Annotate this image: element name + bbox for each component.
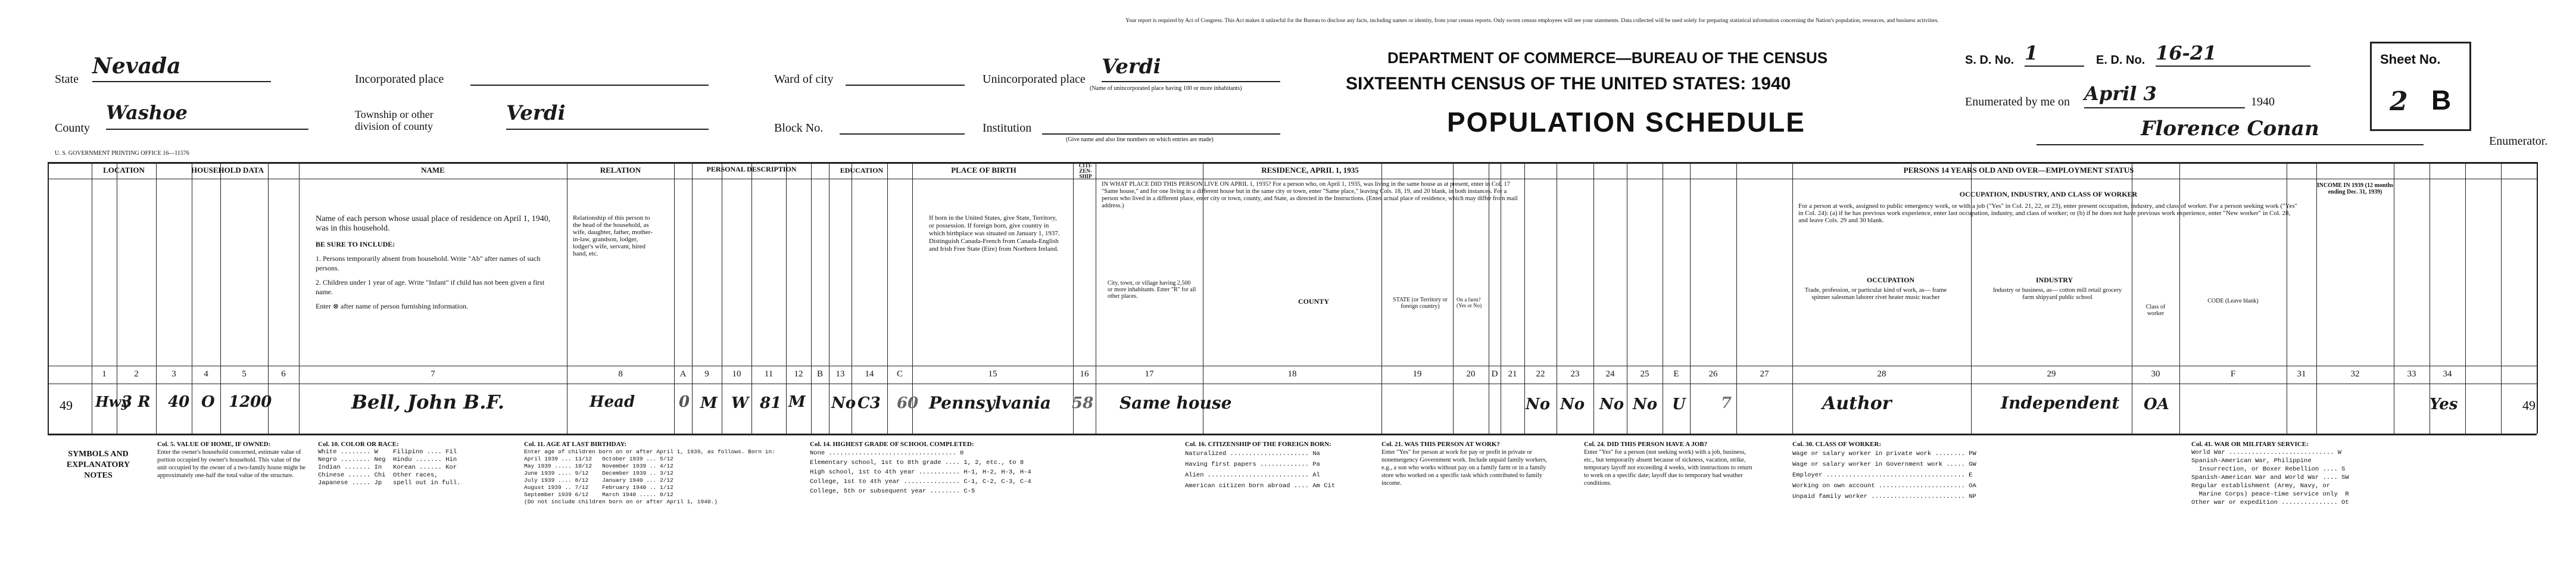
footer-col41	[2191, 441, 2465, 507]
institution-field[interactable]	[1042, 113, 1280, 135]
column-number: 23	[1570, 369, 1580, 379]
section-personal: PERSONAL DESCRIPTION	[706, 166, 797, 173]
column-number: 22	[1536, 369, 1545, 379]
entry-col24[interactable]: No	[1633, 395, 1658, 413]
section-education: EDUCATION	[840, 167, 884, 174]
entry-residence-1935[interactable]: Same house	[1119, 393, 1232, 413]
footer-col16-title: Col. 16. CITIZENSHIP OF THE FOREIGN BORN:	[1185, 441, 1331, 448]
line-number-left: 49	[60, 398, 73, 413]
ward-field[interactable]	[846, 64, 965, 86]
name-instructions-main: Name of each person whose usual place of residence on April 1, 1940, was in this household.	[316, 214, 551, 233]
industry-examples: Industry or business, as— cotton mill retail grocery farm shipyard public school	[1992, 287, 2122, 301]
column-number: 5	[242, 369, 247, 379]
column-divider	[887, 162, 888, 434]
column-divider	[2537, 162, 2538, 434]
footer-col14-text: None .................................. 0 Elementary school, 1st to 8th grade .... 1, 2, etc., to 8 High school, 1st to 4th year ........... H-1, H-2, H-3, H-4 College, 1st to 4th year ............... C-1, C-2, C-3, C-4 College, 5th or subsequent year ........ C-5	[810, 450, 1031, 495]
column-divider	[2501, 162, 2502, 434]
column-number: 2	[134, 369, 139, 379]
column-number: 13	[835, 369, 845, 379]
column-divider	[751, 162, 752, 434]
footer-col41-text: World War ............................ W Spanish-American War, Philippine Insurrection, or Boxer Rebellion .... S Spanish-American War and World War .... SW Regular establishment (Army, Navy, or Marine Corps) peace-time service only R Other war or expedition ............... Ot	[2191, 449, 2349, 506]
column-number: 17	[1144, 369, 1154, 379]
enumerator-name[interactable]: Florence Conan	[2037, 117, 2424, 145]
footer-col5-title: Col. 5. VALUE OF HOME, IF OWNED:	[157, 441, 271, 448]
institution-label: Institution	[983, 122, 1032, 135]
entry-col23[interactable]: No	[1599, 395, 1624, 413]
column-number: 3	[171, 369, 176, 379]
column-number: 25	[1640, 369, 1649, 379]
on-farm-heading: On a farm? (Yes or No)	[1457, 297, 1482, 309]
footer-col21-title: Col. 21. WAS THIS PERSON AT WORK?	[1381, 441, 1500, 448]
entry-industry[interactable]: Independent	[2001, 393, 2120, 413]
incorporated-place-label: Incorporated place	[355, 73, 444, 86]
entry-race[interactable]: W	[731, 394, 749, 412]
income-header: INCOME IN 1939 (12 months ending Dec. 31, 1939)	[2316, 182, 2394, 195]
include-1: 1. Persons temporarily absent from household. Write "Ab" after names of such persons.	[316, 254, 541, 272]
footer-symbols-title: SYMBOLS AND EXPLANATORY NOTES	[66, 450, 130, 480]
column-number: B	[816, 369, 823, 379]
column-divider	[692, 162, 693, 434]
column-divider	[1690, 162, 1691, 434]
entry-school[interactable]: No	[831, 394, 856, 412]
include-2: 2. Children under 1 year of age. Write "Infant" if child has not been given a first name.	[316, 278, 545, 296]
column-number: C	[896, 369, 903, 379]
entry-col22[interactable]: No	[1560, 395, 1585, 413]
column-number: 31	[2297, 369, 2306, 379]
entry-grade[interactable]: C3	[857, 394, 881, 412]
county-heading: COUNTY	[1298, 297, 1330, 306]
enumerator-label: Enumerator.	[2489, 135, 2548, 148]
column-number: 32	[2350, 369, 2360, 379]
column-number: 19	[1412, 369, 1422, 379]
unincorporated-label: Unincorporated place	[983, 73, 1086, 86]
footer-col10	[318, 441, 520, 487]
column-divider	[299, 162, 300, 434]
township-label: Township or other division of county	[355, 108, 434, 132]
section-relation: RELATION	[600, 167, 641, 174]
block-label: Block No.	[774, 122, 824, 135]
entry-class-of-worker[interactable]: OA	[2144, 395, 2169, 413]
section-name: NAME	[421, 167, 445, 174]
entry-street[interactable]: Hwy	[95, 393, 130, 410]
column-number: 4	[204, 369, 208, 379]
footer-col30	[1792, 441, 2042, 502]
class-of-worker-heading: Class of worker	[2145, 304, 2166, 317]
entry-house-number[interactable]: 3 R	[121, 393, 151, 411]
entry-occupation[interactable]: Author	[1822, 393, 1892, 414]
column-number: 27	[1760, 369, 1769, 379]
column-number: 21	[1508, 369, 1517, 379]
entry-marital[interactable]: M	[788, 393, 806, 411]
entry-code-e[interactable]: 7	[1721, 394, 1732, 412]
occupation-heading: OCCUPATION	[1866, 276, 1915, 284]
ward-label: Ward of city	[774, 73, 834, 86]
entry-name[interactable]: Bell, John B.F.	[351, 391, 504, 413]
footer-col41-title: Col. 41. WAR OR MILITARY SERVICE:	[2191, 441, 2309, 448]
name-instructions	[316, 214, 554, 311]
enumerated-label: Enumerated by me on	[1965, 95, 2070, 108]
state-label: State	[55, 73, 79, 86]
entry-code-birth[interactable]: 58	[1072, 394, 1094, 412]
section-birthplace: PLACE OF BIRTH	[951, 167, 1016, 174]
entry-age[interactable]: 81	[760, 394, 782, 412]
column-number: 20	[1466, 369, 1476, 379]
line-number-right: 49	[2522, 398, 2536, 413]
enumerated-date[interactable]: April 3	[2084, 82, 2245, 108]
column-divider	[156, 162, 157, 434]
column-number: 12	[794, 369, 803, 379]
footer-col5	[157, 441, 306, 479]
footer-col10-text: White ........ W Filipino .... Fil Negro ........ Neg Hindu ....... Hin Indian ....... In Korean ...... Kor Chinese ...... Chi Other races, Japanese ..... Jp spell out in full.	[318, 448, 461, 487]
column-number: 10	[732, 369, 741, 379]
county-label: County	[55, 122, 90, 135]
state-field[interactable]: Nevada	[92, 54, 271, 82]
footer-col30-text: Wage or salary worker in private work ........ PW Wage or salary worker in Government work ..... GW Employer ..................................... E Working on own account ....................... OA Unpaid family worker ......................... NP	[1792, 450, 1976, 500]
ed-field[interactable]: 16-21	[2156, 42, 2310, 67]
institution-note: (Give name and also line numbers on which entries are made)	[1066, 136, 1214, 143]
sd-field[interactable]: 1	[2025, 42, 2084, 67]
column-number: 1	[102, 369, 107, 379]
column-divider	[1073, 162, 1074, 434]
entry-col21[interactable]: No	[1526, 395, 1551, 413]
column-number: 30	[2151, 369, 2160, 379]
unincorporated-field[interactable]: Verdi	[1102, 55, 1280, 82]
footer-col10-title: Col. 10. COLOR OR RACE:	[318, 441, 399, 448]
footer-col16	[1185, 441, 1364, 491]
code-leave-blank-heading: CODE (Leave blank)	[2207, 298, 2259, 304]
footer-col11-text: Enter age of children born on or after April 1, 1939, as follows. Born in: April 1939 ... 11/12 October 1939 ... 5/12 May 1939 ..... 10/12 November 1939 .. 4/12 June 1939 .... 9/12 December 1939 .. 3/12 July 1939 .... 8/12 January 1940 ... 2/12 August 1939 .. 7/12 February 1940 .. 1/12 September 1939 6/12 March 1940 ..... 0/12 (Do not include children born on or after April 1, 1940.)	[524, 448, 775, 505]
entry-bottom-border	[48, 434, 2537, 435]
footer-col5-text: Enter the owner's household concerned, estimate value of portion occupied by owner's household. This value of the unit occupied by the owner of a two-family house might be approximately one-half the total value of the structure.	[157, 449, 306, 479]
be-sure-heading: BE SURE TO INCLUDE:	[316, 240, 395, 248]
sd-label: S. D. No.	[1965, 54, 2014, 67]
enumerated-year: 1940	[2251, 95, 2275, 108]
footer-col24-text: Enter "Yes" for a person (not seeking work) with a job, business, etc., but temporarily absent because of sickness, vacation, strike, temporary layoff not exceeding 4 weeks, with instructions to return to work on a specific date; layoff due to temporary bad weather conditions.	[1584, 449, 1752, 487]
sheet-number[interactable]: 2	[2390, 86, 2408, 117]
entry-birthplace[interactable]: Pennsylvania	[929, 393, 1052, 413]
confidentiality-notice: Your report is required by Act of Congress. This Act makes it unlawful for the Bureau to disclose any facts, including names or identity, from your census reports. Only sworn census employees will see your statements. Data collected will be used solely for preparing statistical information concerning the Nation's population, resources, and business activities.	[1125, 18, 1939, 24]
department-title: DEPARTMENT OF COMMERCE—BUREAU OF THE CENSUS	[1387, 49, 1828, 67]
footer-col24-title: Col. 24. DID THIS PERSON HAVE A JOB?	[1584, 441, 1708, 448]
footer-col14	[810, 441, 1167, 496]
column-divider	[1524, 162, 1525, 434]
column-number: 29	[2047, 369, 2056, 379]
section-employment: PERSONS 14 YEARS OLD AND OVER—EMPLOYMENT STATUS	[1903, 167, 2134, 174]
entry-col34[interactable]: Yes	[2430, 395, 2458, 413]
industry-heading: INDUSTRY	[2035, 276, 2073, 284]
column-number: 7	[431, 369, 435, 379]
footer-col21-text: Enter "Yes" for person at work for pay or profit in private or nonemergency Government work. Include unpaid family workers, e.g., a son who works without pay on a family farm or in a family store who worked on a specific task which contributed to family income.	[1381, 449, 1547, 487]
column-number: 33	[2407, 369, 2416, 379]
column-divider	[1736, 162, 1737, 434]
section-location: LOCATION	[103, 167, 145, 174]
state-territory-heading: STATE (or Territory or foreign country)	[1393, 297, 1448, 310]
column-number: 16	[1080, 369, 1089, 379]
schedule-title: POPULATION SCHEDULE	[1447, 107, 1805, 138]
city-town-heading: City, town, or village having 2,500 or more inhabitants. Enter "R" for all other places.	[1108, 280, 1196, 300]
sheet-letter[interactable]: B	[2431, 85, 2452, 116]
column-number: 34	[2443, 369, 2452, 379]
entry-household-order[interactable]: 40	[168, 393, 190, 411]
occupation-examples: Trade, profession, or particular kind of work, as— frame spinner salesman laborer rivet heater music teacher	[1804, 287, 1947, 301]
relation-instructions: Relationship of this person to the head of the household, as wife, daughter, father, mother-in-law, grandson, lodger, lodger's wife, servant, hired hand, etc.	[573, 214, 653, 257]
entry-owned-rented[interactable]: O	[201, 393, 215, 411]
column-divider	[786, 162, 787, 434]
footer-col21	[1381, 441, 1548, 487]
column-divider	[220, 162, 221, 434]
table-top-border	[48, 162, 2537, 164]
section-residence: RESIDENCE, APRIL 1, 1935	[1261, 167, 1359, 174]
column-number: 18	[1287, 369, 1297, 379]
column-divider	[674, 162, 675, 434]
column-number: F	[2230, 369, 2236, 379]
column-number: D	[1491, 369, 1498, 379]
unincorporated-note: (Name of unincorporated place having 100 or more inhabitants)	[1090, 85, 1242, 92]
section-household: HOUSEHOLD DATA	[191, 167, 264, 174]
entry-code-a[interactable]: 0	[679, 393, 690, 411]
entry-col25[interactable]: U	[1672, 395, 1686, 413]
footer-col30-title: Col. 30. CLASS OF WORKER:	[1792, 441, 1882, 448]
section-citizenship: CITI-ZEN-SHIP	[1078, 163, 1093, 179]
footer-col11	[524, 441, 804, 506]
census-title: SIXTEENTH CENSUS OF THE UNITED STATES: 1940	[1346, 74, 1791, 94]
column-number: 8	[618, 369, 623, 379]
residence-instructions: IN WHAT PLACE DID THIS PERSON LIVE ON APRIL 1, 1935? For a person who, on April 1, 1935, was living in the same house as at present, enter in Col. 17 "Same house," and for one living in a different house but in the same city or town, enter "Same place," leaving Cols. 18, 19, and 20 blank, in both instances. For a person who lived in a different place, enter city or town, county, and State, as directed in the Instructions. (Enter actual place of residence, which may differ from mail address.)	[1102, 181, 1518, 209]
footer-col16-text: Naturalized ..................... Na Having first papers ............. Pa Alien ........................... Al American citizen born abroad .... Am Cit	[1185, 450, 1336, 490]
column-number: 24	[1605, 369, 1615, 379]
entry-home-value[interactable]: 1200	[229, 393, 272, 411]
footer-col11-title: Col. 11. AGE AT LAST BIRTHDAY:	[524, 441, 627, 448]
column-divider	[1792, 162, 1793, 434]
entry-relation[interactable]: Head	[590, 393, 635, 411]
footer-col14-title: Col. 14. HIGHEST GRADE OF SCHOOL COMPLETED:	[810, 441, 974, 448]
printing-office-note: U. S. GOVERNMENT PRINTING OFFICE 16—11576	[55, 150, 189, 157]
column-number: E	[1673, 369, 1679, 379]
ed-label: E. D. No.	[2096, 54, 2145, 67]
column-number: 26	[1708, 369, 1718, 379]
column-number: 28	[1877, 369, 1886, 379]
occupation-header: OCCUPATION, INDUSTRY, AND CLASS OF WORKER	[1959, 190, 2138, 198]
column-divider	[811, 162, 812, 434]
column-number: 14	[865, 369, 874, 379]
block-field[interactable]	[840, 113, 965, 135]
column-divider	[2316, 162, 2317, 434]
column-number: 15	[988, 369, 997, 379]
column-divider	[2465, 162, 2466, 434]
column-number: 9	[704, 369, 709, 379]
column-divider	[48, 162, 49, 434]
column-divider	[912, 162, 913, 434]
entry-sex[interactable]: M	[700, 394, 718, 412]
birthplace-instructions: If born in the United States, give State, Territory, or possession. If foreign born, give country in which birthplace was situated on January 1, 1937. Distinguish Canada-French from Canada-English and Irish Free State (Eire) from Northern Ireland.	[929, 214, 1060, 253]
column-number: 6	[281, 369, 286, 379]
occupation-instructions: For a person at work, assigned to public emergency work, or with a job ("Yes" in Col. 21, 22, or 23), enter present occupation, industry, and class of worker. For a person seeking work ("Yes" in Col. 24): (a) if he has previous work experience, enter last occupation, industry, and class of worker; or (b) if he does not have previous work experience, enter "New worker" in Col. 28, and leave Cols. 29 and 30 blank.	[1798, 202, 2298, 224]
entry-code-c[interactable]: 60	[897, 394, 919, 412]
sheet-label: Sheet No.	[2380, 52, 2441, 67]
county-field[interactable]: Washoe	[106, 101, 308, 130]
township-field[interactable]: Verdi	[506, 101, 709, 130]
column-number: A	[679, 369, 687, 379]
incorporated-place-field[interactable]	[470, 64, 709, 86]
column-divider	[1593, 162, 1594, 434]
include-3: Enter ⊗ after name of person furnishing information.	[316, 302, 468, 310]
footer-col24	[1584, 441, 1757, 487]
column-number: 11	[764, 369, 774, 379]
